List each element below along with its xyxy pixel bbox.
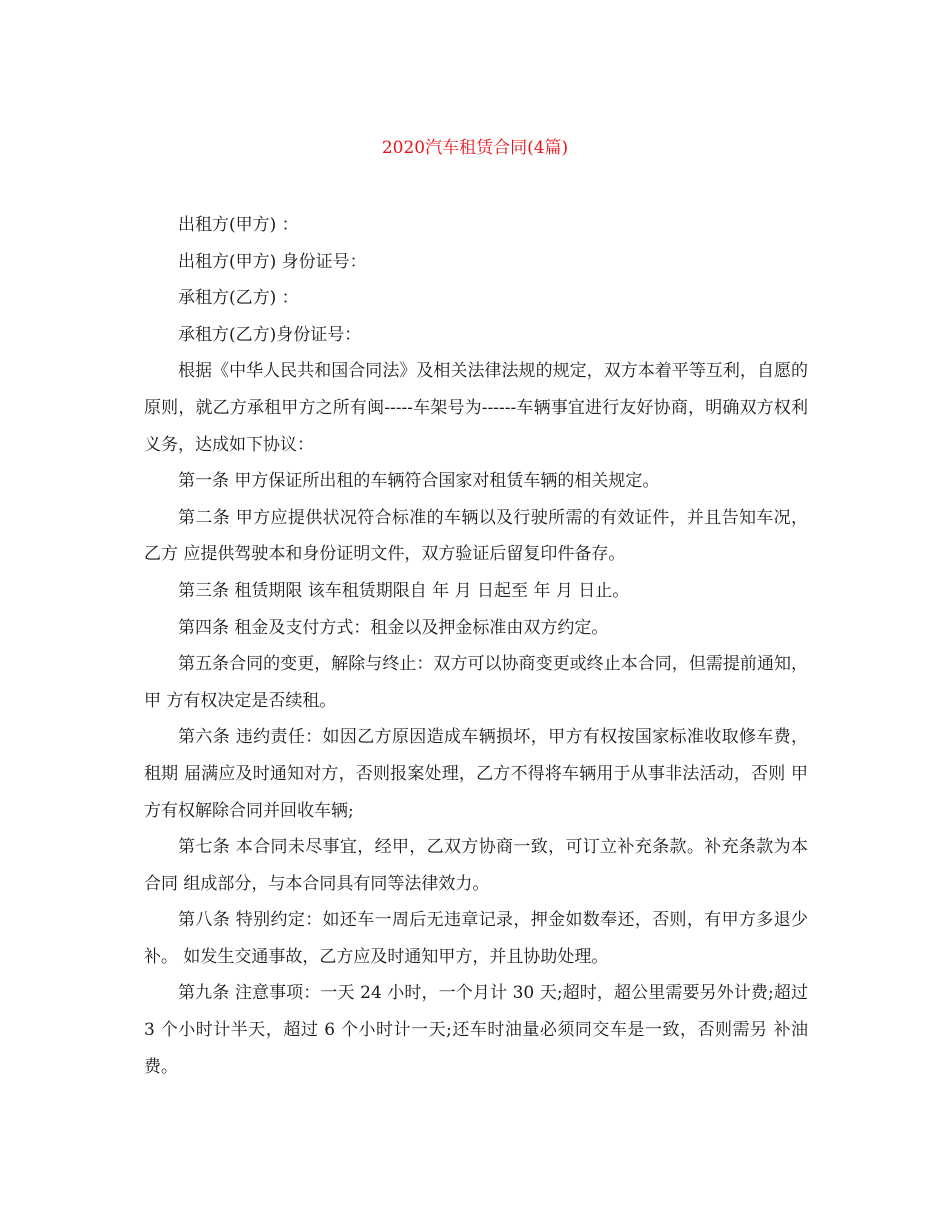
clause-4: 第四条 租金及支付方式：租金以及押金标准由双方约定。 bbox=[178, 617, 609, 638]
clause-7: 第七条 本合同未尽事宜，经甲，乙双方协商一致，可订立补充条款。补充条款为本合同 组成部分，与本合同具有同等法律效力。 bbox=[144, 837, 808, 894]
lessee-id-line: 承租方(乙方)身份证号： bbox=[178, 324, 362, 345]
lessor-id-line: 出租方(甲方) 身份证号： bbox=[178, 251, 367, 272]
lessee-name-line: 承租方(乙方) ： bbox=[178, 288, 299, 309]
clause-9: 第九条 注意事项：一天 24 小时，一个月计 30 天;超时，超公里需要另外计费;超过 3 个小时计半天，超过 6 个小时计一天;还车时油量必须同交车是一致，否则需另 补油费。 bbox=[144, 983, 814, 1077]
clause-1: 第一条 甲方保证所出租的车辆符合国家对租赁车辆的相关规定。 bbox=[178, 471, 660, 492]
lessor-name-line: 出租方(甲方) ： bbox=[178, 215, 299, 235]
document-title: 2020汽车租赁合同(4篇) bbox=[381, 138, 569, 158]
clause-3: 第三条 租赁期限 该车租赁期限自 年 月 日起至 年 月 日止。 bbox=[178, 580, 630, 601]
clause-2: 第二条 甲方应提供状况符合标准的车辆以及行驶所需的有效证件，并且告知车况，乙方 应提供驾驶本和身份证明文件，双方验证后留复印件备存。 bbox=[144, 507, 808, 565]
contract-body bbox=[144, 207, 814, 1085]
preamble-paragraph: 根据《中华人民共和国合同法》及相关法律法规的规定，双方本着平等互利，自愿的 原则，就乙方承租甲方之所有闽-----车架号为------车辆事宜进行友好协商，明确双方权利义务，达成如下协议： bbox=[144, 361, 814, 455]
clause-5: 第五条合同的变更，解除与终止：双方可以协商变更或终止本合同，但需提前通知，甲 方有权决定是否续租。 bbox=[144, 654, 808, 711]
clause-6: 第六条 违约责任：如因乙方原因造成车辆损坏，甲方有权按国家标准收取修车费，租期 届满应及时通知对方，否则报案处理，乙方不得将车辆用于从事非法活动，否则 甲方有权解除合同并回收车辆; bbox=[144, 727, 808, 821]
clause-8: 第八条 特别约定：如还车一周后无违章记录，押金如数奉还，否则，有甲方多退少补。 如发生交通事故，乙方应及时通知甲方，并且协助处理。 bbox=[144, 910, 808, 967]
